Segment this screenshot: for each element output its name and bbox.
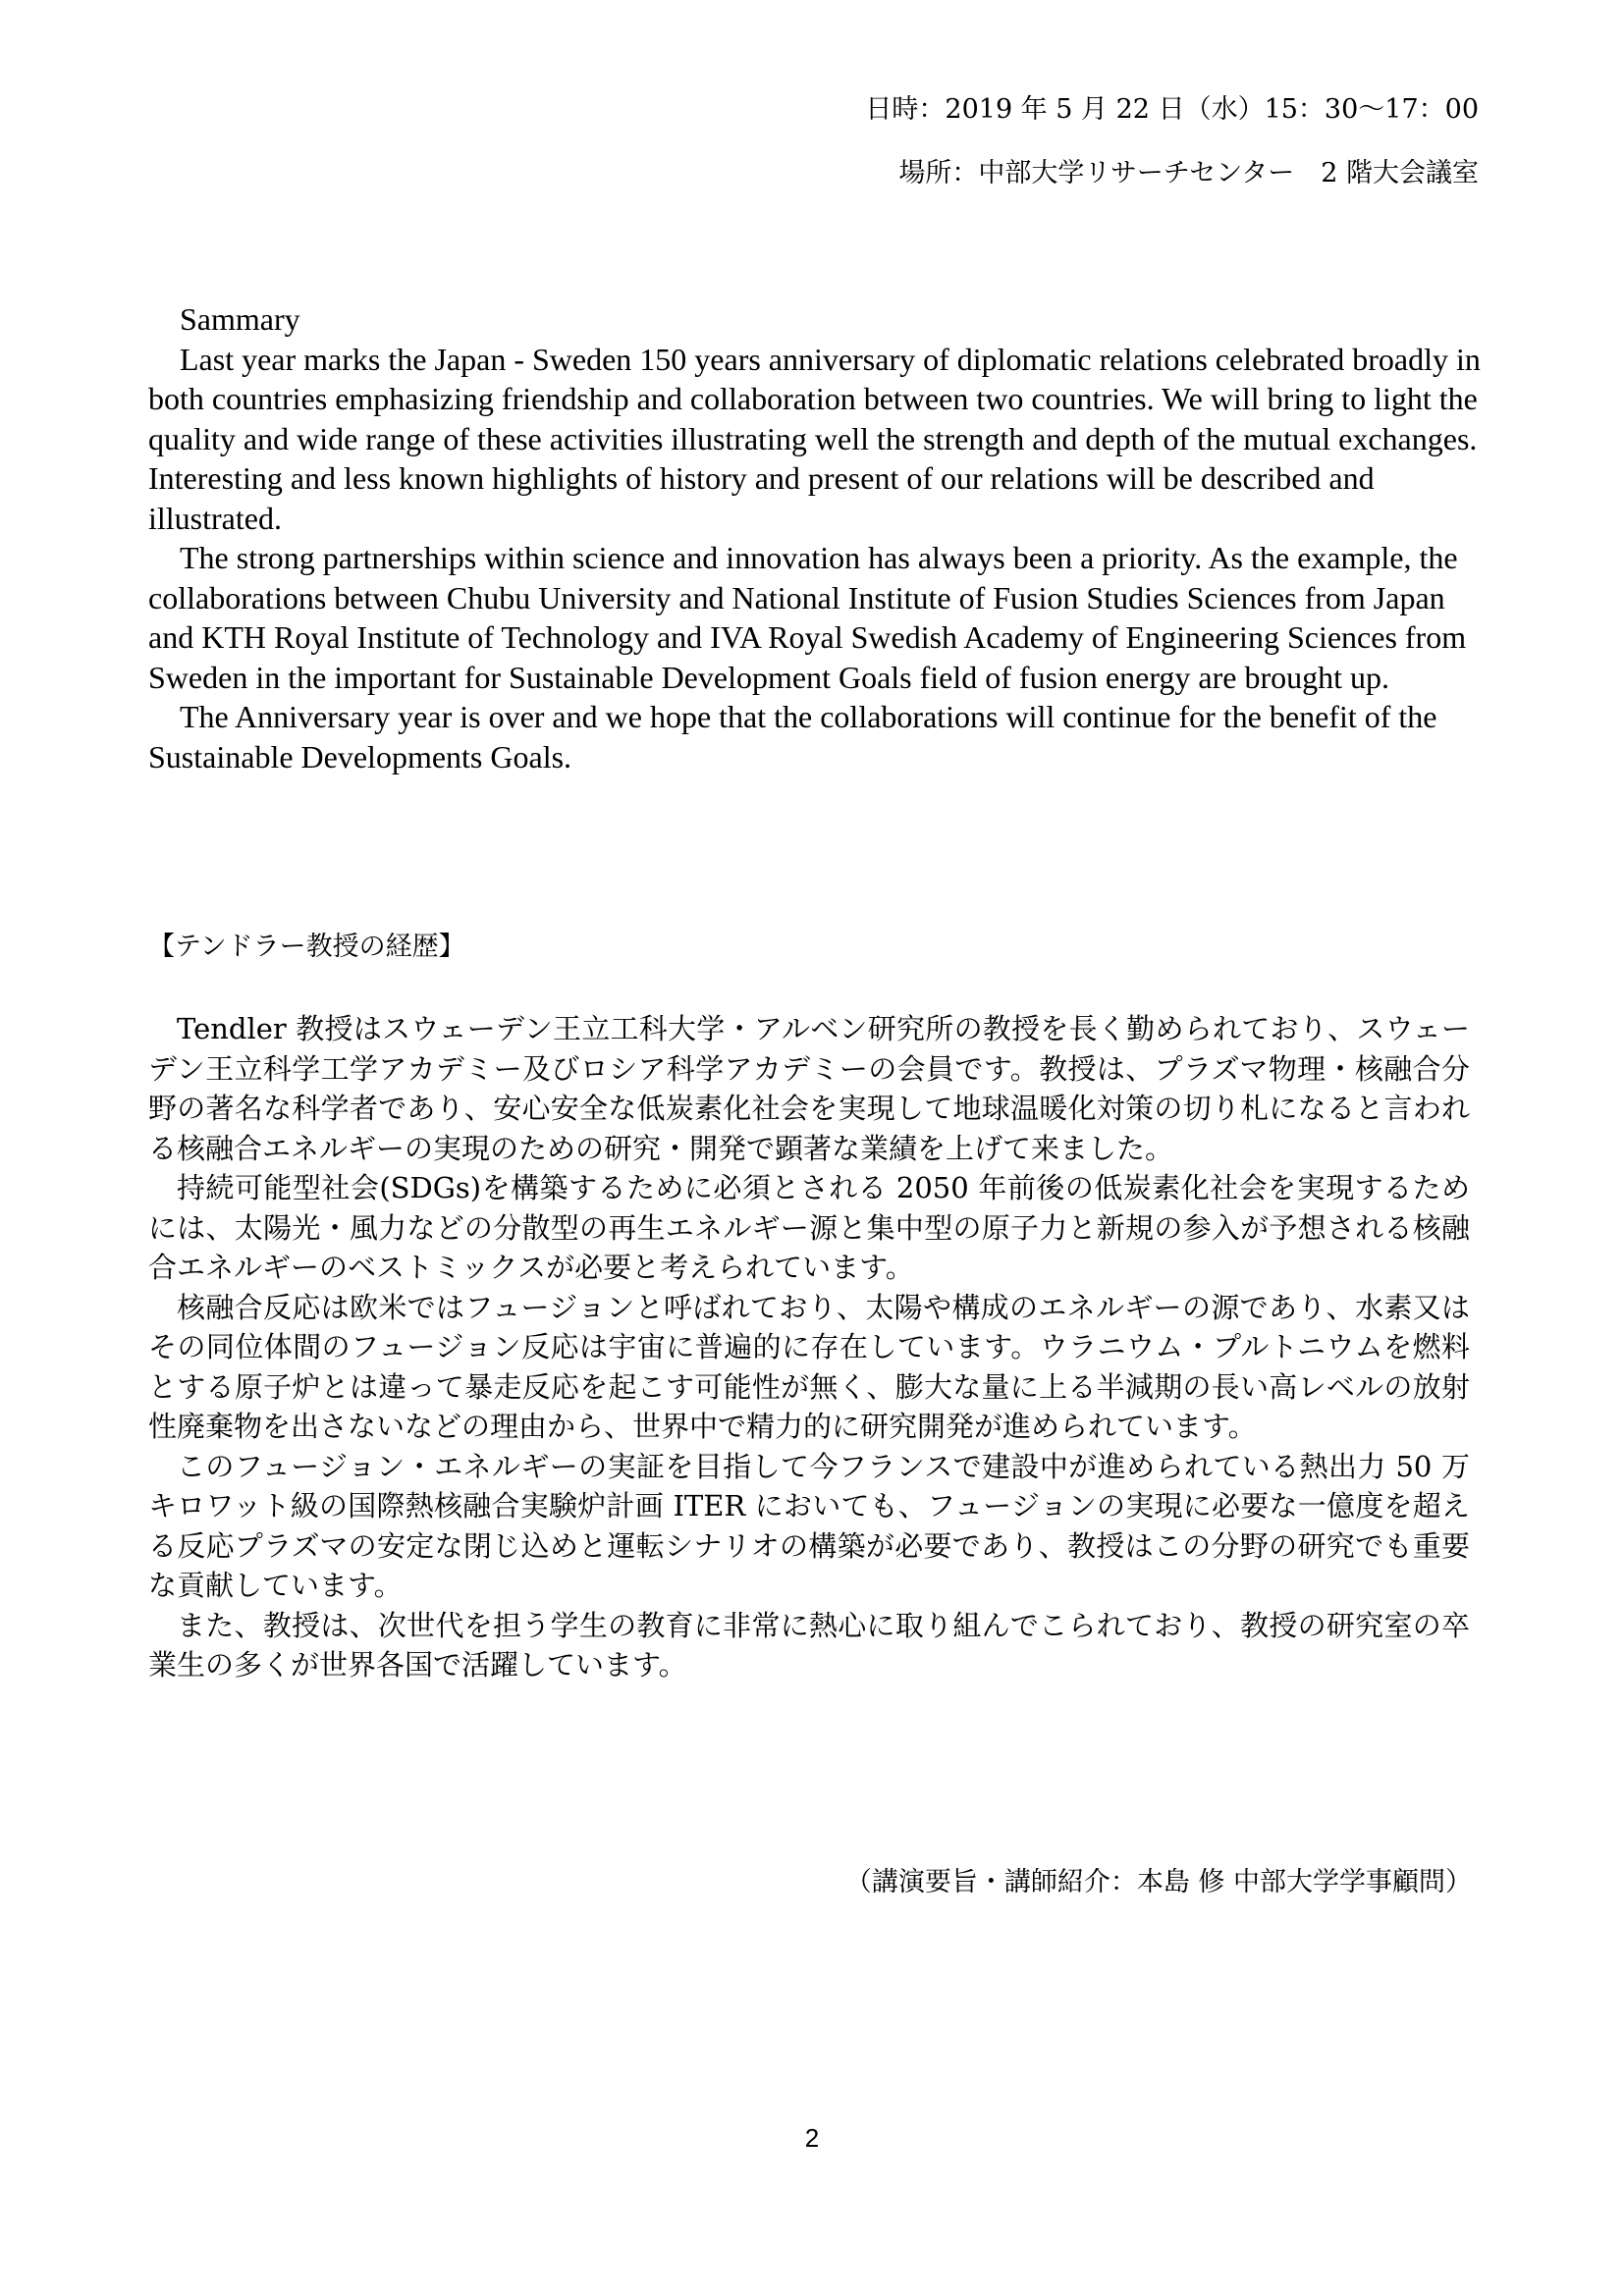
bio-section bbox=[148, 1009, 1470, 1685]
bio-heading: 【テンドラー教授の経歴】 bbox=[148, 932, 465, 962]
event-datetime: 日時：2019 年 5 月 22 日（水）15：30〜17：00 bbox=[865, 94, 1479, 125]
bio-paragraph-4: このフュージョン・エネルギーの実証を目指して今フランスで建設中が進められている熱出力 50 万キロワット級の国際熱核融合実験炉計画 ITER においても、フュージョンの実現に必要な一億度を超える反応プラズマの安定な閉じ込めと運転シナリオの構築が必要であり、教授はこの分野の研究でも重要な貢献しています。 bbox=[148, 1449, 1470, 1602]
summary-paragraph-2: The strong partnerships within science and innovation has always been a priority. As the example, the collaborations between Chubu University and National Institute of Fusion Studies Sciences from Japan and KTH Royal Institute of Technology and IVA Royal Swedish Academy of Engineering Sciences from Sweden in the important for Sustainable Development Goals field of fusion energy are brought up. bbox=[148, 540, 1467, 695]
summary-section bbox=[148, 299, 1484, 776]
bio-paragraph-1: Tendler 教授はスウェーデン王立工科大学・アルベン研究所の教授を長く勤められており、スウェーデン王立科学工学アカデミー及びロシア科学アカデミーの会員です。教授は、プラズマ物理・核融合分野の著名な科学者であり、安心安全な低炭素化社会を実現して地球温暖化対策の切り札になると言われる核融合エネルギーの実現のための研究・開発で顕著な業績を上げて来ました。 bbox=[148, 1012, 1470, 1165]
summary-paragraph-1: Last year marks the Japan - Sweden 150 years anniversary of diplomatic relations celebrated broadly in both countries emphasizing friendship and collaboration between two countries. We will bring to light the quality and wide range of these activities illustrating well the strength and depth of the mutual exchanges. Interesting and less known highlights of history and present of our relations will be described and illustrated. bbox=[148, 341, 1481, 536]
author-credit: （講演要旨・講師紹介：本島 修 中部大学学事顧問） bbox=[844, 1867, 1472, 1897]
summary-paragraph-3: The Anniversary year is over and we hope that the collaborations will continue for the benefit of the Sustainable Developments Goals. bbox=[148, 699, 1437, 774]
bio-paragraph-2: 持続可能型社会(SDGs)を構築するために必須とされる 2050 年前後の低炭素化社会を実現するためには、太陽光・風力などの分散型の再生エネルギー源と集中型の原子力と新規の参入が予想される核融合エネルギーのベストミックスが必要と考えられています。 bbox=[148, 1171, 1470, 1284]
page-number: 2 bbox=[804, 2123, 820, 2153]
summary-heading: Sammary bbox=[180, 301, 300, 337]
bio-paragraph-5: また、教授は、次世代を担う学生の教育に非常に熱心に取り組んでこられており、教授の研究室の卒業生の多くが世界各国で活躍しています。 bbox=[148, 1608, 1470, 1682]
bio-paragraph-3: 核融合反応は欧米ではフュージョンと呼ばれており、太陽や構成のエネルギーの源であり、水素又はその同位体間のフュージョン反応は宇宙に普遍的に存在しています。ウラニウム・プルトニウムを燃料とする原子炉とは違って暴走反応を起こす可能性が無く、膨大な量に上る半減期の長い高レベルの放射性廃棄物を出さないなどの理由から、世界中で精力的に研究開発が進められています。 bbox=[148, 1290, 1470, 1443]
event-location: 場所：中部大学リサーチセンター 2 階大会議室 bbox=[898, 158, 1479, 188]
event-header bbox=[865, 90, 1479, 218]
